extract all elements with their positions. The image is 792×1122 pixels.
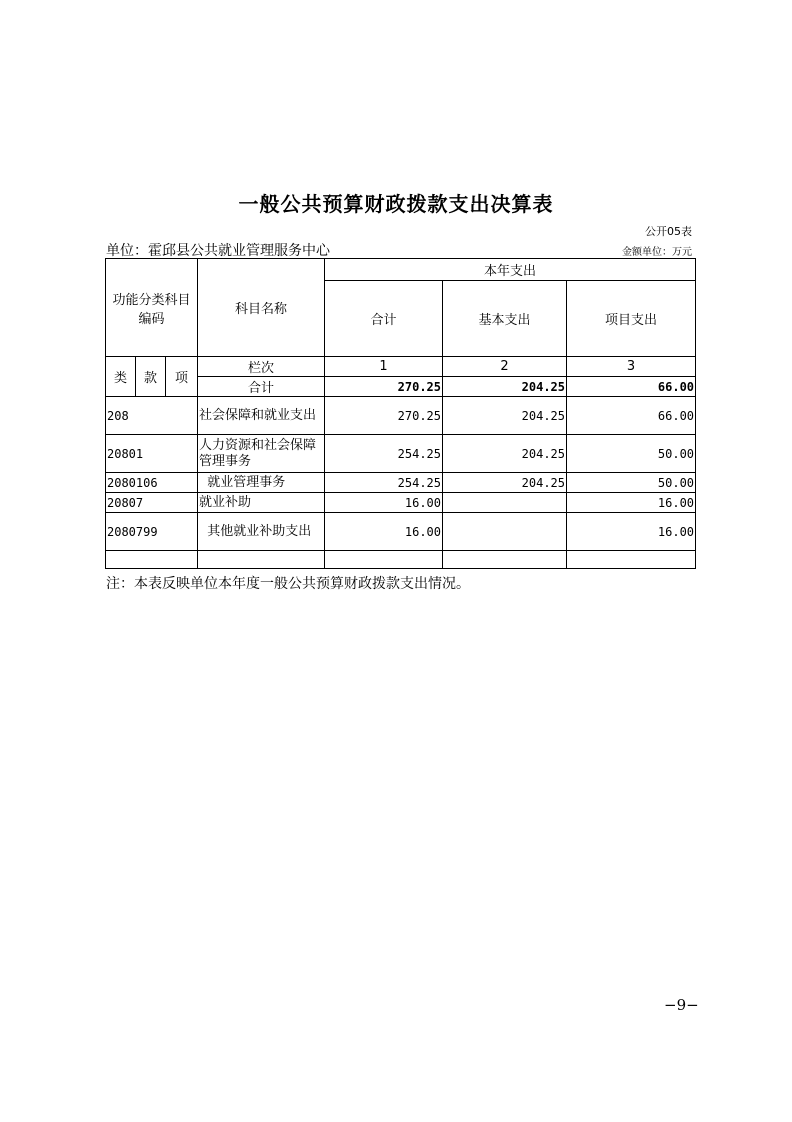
row-name: 人力资源和社会保障管理事务	[198, 435, 325, 473]
table-row	[106, 493, 696, 513]
row-code: 208	[106, 397, 198, 435]
empty-cell	[567, 551, 696, 569]
row-project: 66.00	[567, 397, 696, 435]
row-basic: 204.25	[443, 397, 567, 435]
row-project: 50.00	[567, 473, 696, 493]
table-row-empty	[106, 551, 696, 569]
row-basic: 204.25	[443, 435, 567, 473]
header-total: 合计	[325, 281, 443, 357]
header-xiang: 项	[166, 357, 198, 397]
row-project: 16.00	[567, 493, 696, 513]
row-basic	[443, 513, 567, 551]
row-code: 2080799	[106, 513, 198, 551]
row-project: 16.00	[567, 513, 696, 551]
header-func-code: 功能分类科目编码	[106, 259, 198, 357]
header-basic: 基本支出	[443, 281, 567, 357]
empty-cell	[443, 551, 567, 569]
sum-label: 合计	[198, 377, 325, 397]
empty-cell	[106, 551, 198, 569]
header-column-index: 栏次	[198, 357, 325, 377]
table-row	[106, 473, 696, 493]
row-name: 就业管理事务	[198, 473, 325, 493]
row-name: 社会保障和就业支出	[198, 397, 325, 435]
table-row	[106, 435, 696, 473]
row-code: 2080106	[106, 473, 198, 493]
row-total: 16.00	[325, 493, 443, 513]
empty-cell	[325, 551, 443, 569]
row-code: 20807	[106, 493, 198, 513]
table-note: 注：本表反映单位本年度一般公共预算财政拨款支出情况。	[106, 576, 470, 592]
table-row	[106, 397, 696, 435]
row-code: 20801	[106, 435, 198, 473]
empty-cell	[198, 551, 325, 569]
row-total: 16.00	[325, 513, 443, 551]
sum-total: 270.25	[325, 377, 443, 397]
amount-unit: 金额单位：万元	[622, 247, 692, 258]
page-title: 一般公共预算财政拨款支出决算表	[238, 192, 554, 216]
row-total: 254.25	[325, 473, 443, 493]
table-row	[106, 513, 696, 551]
header-current-year: 本年支出	[325, 259, 696, 281]
row-name: 就业补助	[198, 493, 325, 513]
row-project: 50.00	[567, 435, 696, 473]
row-total: 270.25	[325, 397, 443, 435]
row-basic	[443, 493, 567, 513]
sum-basic: 204.25	[443, 377, 567, 397]
row-basic: 204.25	[443, 473, 567, 493]
col-index-1: 1	[325, 357, 443, 377]
header-lei: 类	[106, 357, 136, 397]
expenditure-table	[105, 258, 696, 569]
row-name: 其他就业补助支出	[198, 513, 325, 551]
header-kuan: 款	[136, 357, 166, 397]
header-subject-name: 科目名称	[198, 259, 325, 357]
header-project: 项目支出	[567, 281, 696, 357]
row-total: 254.25	[325, 435, 443, 473]
sum-project: 66.00	[567, 377, 696, 397]
reporting-unit: 单位：霍邱县公共就业管理服务中心	[106, 243, 330, 259]
col-index-2: 2	[443, 357, 567, 377]
col-index-3: 3	[567, 357, 696, 377]
form-code: 公开05表	[645, 225, 692, 238]
page-number: −9−	[664, 996, 699, 1014]
